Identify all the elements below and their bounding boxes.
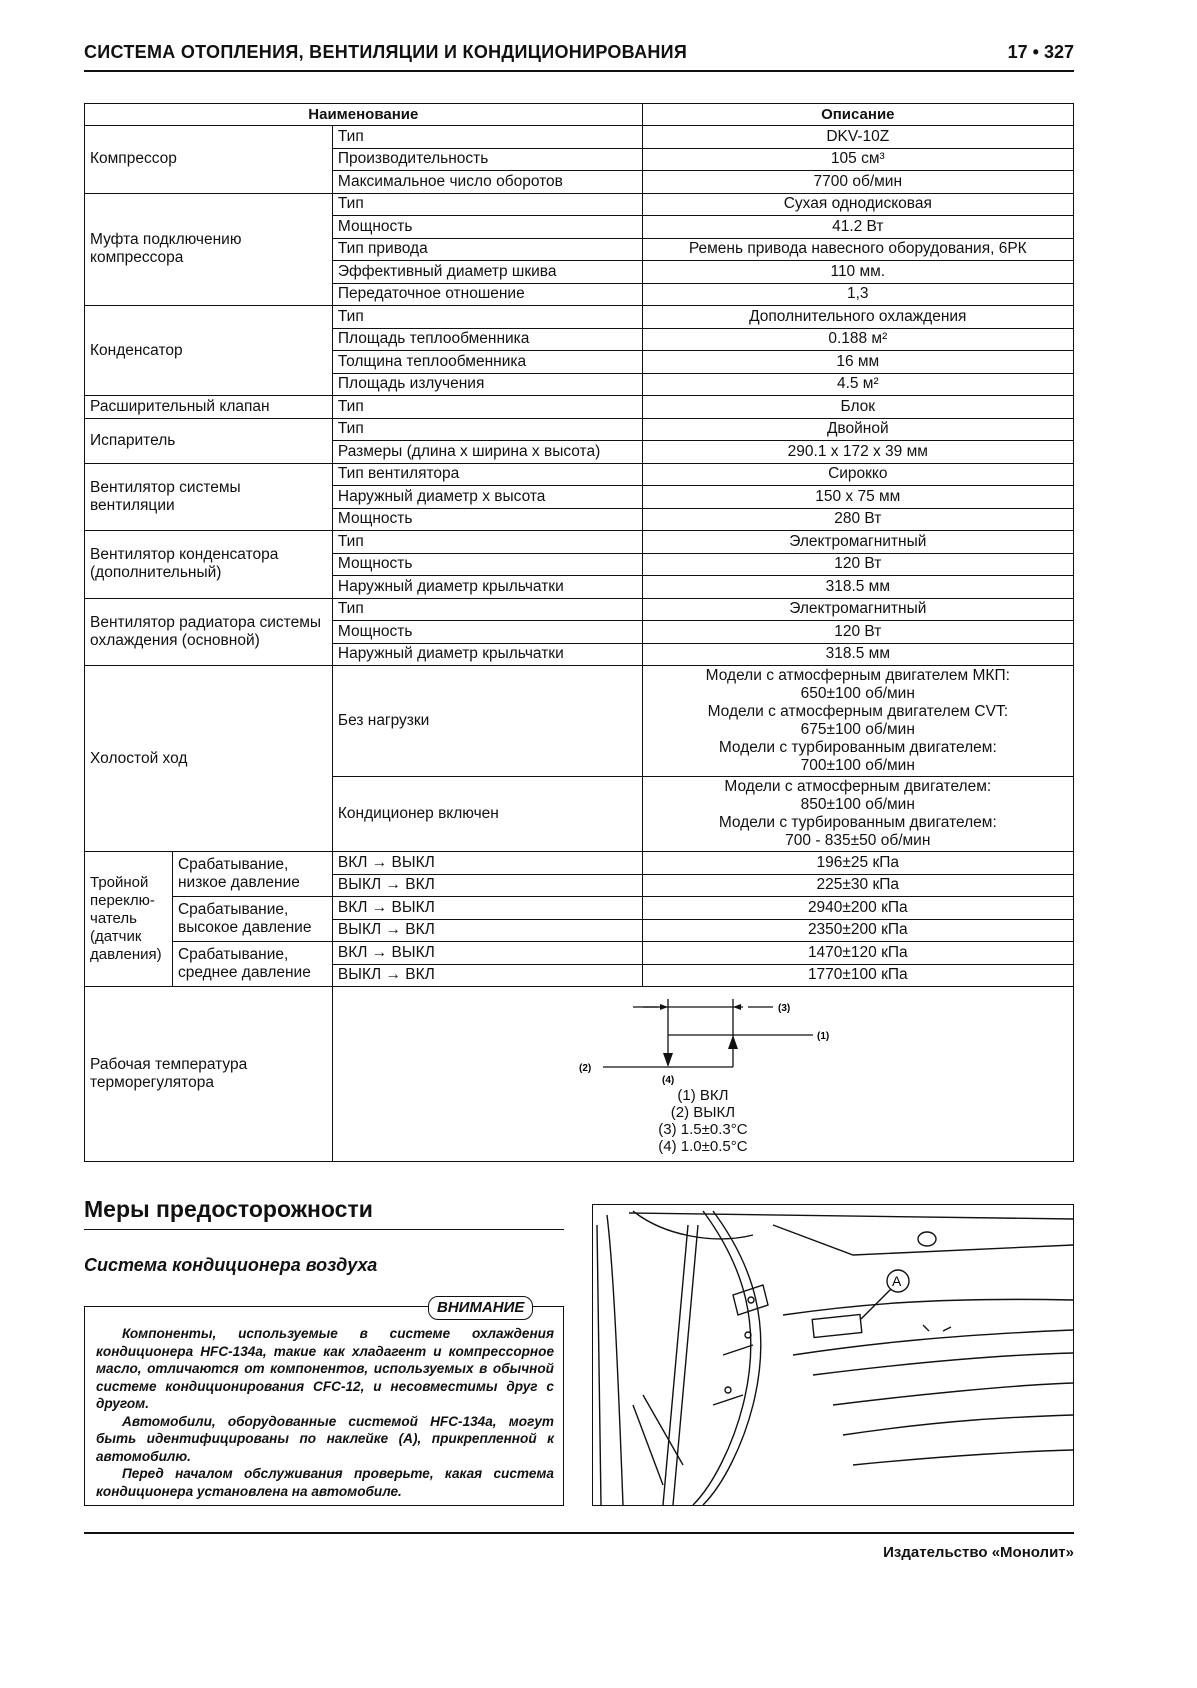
idle-noload-values <box>642 666 1073 777</box>
param: ВКЛ → ВЫКЛ <box>332 897 642 920</box>
value: Дополнительного охлаждения <box>642 306 1073 329</box>
param: Эффективный диаметр шкива <box>332 261 642 284</box>
param: Тип <box>332 396 642 419</box>
value: 16 мм <box>642 351 1073 374</box>
param: Мощность <box>332 216 642 239</box>
value: 225±30 кПа <box>642 874 1073 897</box>
hood-sticker-drawing <box>593 1205 1074 1506</box>
publisher: Издательство «Монолит» <box>883 1544 1074 1561</box>
param: Максимальное число оборотов <box>332 171 642 194</box>
group-name: Вентилятор системы вентиляции <box>85 463 333 531</box>
group-name: Конденсатор <box>85 306 333 396</box>
group-name: Испаритель <box>85 418 333 463</box>
value: 290.1 х 172 х 39 мм <box>642 441 1073 464</box>
warning-label: ВНИМАНИЕ <box>428 1296 533 1320</box>
value: 4.5 м² <box>642 373 1073 396</box>
value: 318.5 мм <box>642 643 1073 666</box>
value: Сирокко <box>642 463 1073 486</box>
diagram-label-2: (2) <box>578 1063 592 1074</box>
value: 150 х 75 мм <box>642 486 1073 509</box>
chapter-title: СИСТЕМА ОТОПЛЕНИЯ, ВЕНТИЛЯЦИИ И КОНДИЦИОНИРОВАНИЯ <box>84 42 688 62</box>
param: Тип вентилятора <box>332 463 642 486</box>
value: Сухая однодисковая <box>642 193 1073 216</box>
thermostat-hysteresis-diagram <box>573 995 833 1087</box>
param: Кондиционер включен <box>332 777 642 852</box>
param: Мощность <box>332 621 642 644</box>
footer-rule <box>84 1532 1074 1534</box>
param: Тип <box>332 598 642 621</box>
group-name: Вентилятор конденсатора (дополнительный) <box>85 531 333 599</box>
value: Электромагнитный <box>642 531 1073 554</box>
value-line: Модели с атмосферным двигателем МКП: <box>705 667 1010 684</box>
value-line: 675±100 об/мин <box>800 721 915 738</box>
legend-line: (2) ВЫКЛ <box>670 1104 736 1121</box>
section-title: Меры предосторожности <box>84 1196 564 1230</box>
value: Электромагнитный <box>642 598 1073 621</box>
engine-bay-illustration <box>592 1204 1074 1506</box>
value: 120 Вт <box>642 553 1073 576</box>
col-header-name: Наименование <box>85 104 643 126</box>
param: Передаточное отношение <box>332 283 642 306</box>
value: 196±25 кПа <box>642 852 1073 875</box>
warning-text <box>96 1325 554 1500</box>
value-line: Модели с атмосферным двигателем CVT: <box>707 703 1008 720</box>
value: 41.2 Вт <box>642 216 1073 239</box>
value-line: 700±100 об/мин <box>800 757 915 774</box>
param: Площадь излучения <box>332 373 642 396</box>
value-line: 700 - 835±50 об/мин <box>785 832 931 849</box>
value: 1770±100 кПа <box>642 964 1073 987</box>
value: Блок <box>642 396 1073 419</box>
subsection-title: Система кондиционера воздуха <box>84 1255 378 1275</box>
value: DKV-10Z <box>642 126 1073 149</box>
value: 1470±120 кПа <box>642 942 1073 965</box>
thermostat-diagram-cell <box>332 987 1073 1162</box>
param: Тип <box>332 531 642 554</box>
spec-table <box>84 103 1074 1162</box>
param: Мощность <box>332 508 642 531</box>
legend-line: (3) 1.5±0.3°С <box>658 1121 748 1138</box>
value: Двойной <box>642 418 1073 441</box>
param: ВКЛ → ВЫКЛ <box>332 942 642 965</box>
param: Толщина теплообменника <box>332 351 642 374</box>
value: 120 Вт <box>642 621 1073 644</box>
param: Наружный диаметр крыльчатки <box>332 643 642 666</box>
param: Мощность <box>332 553 642 576</box>
value: 280 Вт <box>642 508 1073 531</box>
diagram-label-1: (1) <box>816 1031 830 1042</box>
warning-paragraph: Компоненты, используемые в системе охлаждения кондиционера HFC-134a, такие как хладагент и компрессорное масло, отличаются от компонентов, используемых в обычной системе кондиционирования CFC-12, и несовместимы друг с другом. <box>96 1326 554 1411</box>
col-header-desc: Описание <box>642 104 1073 126</box>
param: Тип <box>332 418 642 441</box>
group-name: Рабочая температура терморегулятора <box>85 987 333 1162</box>
param: Наружный диаметр х высота <box>332 486 642 509</box>
param: Тип <box>332 306 642 329</box>
value: 7700 об/мин <box>642 171 1073 194</box>
idle-ac-values <box>642 777 1073 852</box>
group-name: Вентилятор радиатора системы охлаждения (основной) <box>85 598 333 666</box>
param: ВКЛ → ВЫКЛ <box>332 852 642 875</box>
value: 105 см³ <box>642 148 1073 171</box>
param: Тип привода <box>332 238 642 261</box>
group-name: Расширительный клапан <box>85 396 333 419</box>
param: Производительность <box>332 148 642 171</box>
diagram-label-4: (4) <box>661 1075 675 1086</box>
value-line: Модели с турбированным двигателем: <box>718 814 997 831</box>
sticker-callout-letter: A <box>892 1273 902 1289</box>
group-name: Холостой ход <box>85 666 333 852</box>
param: Наружный диаметр крыльчатки <box>332 576 642 599</box>
value: Ремень привода навесного оборудования, 6РК <box>642 238 1073 261</box>
param: Размеры (длина х ширина х высота) <box>332 441 642 464</box>
param: Тип <box>332 193 642 216</box>
param: ВЫКЛ → ВКЛ <box>332 874 642 897</box>
group-name: Тройной переклю-чатель (датчик давления) <box>85 852 173 987</box>
param: Тип <box>332 126 642 149</box>
value: 2350±200 кПа <box>642 919 1073 942</box>
value: 318.5 мм <box>642 576 1073 599</box>
legend-line: (1) ВКЛ <box>677 1087 729 1104</box>
value: 0.188 м² <box>642 328 1073 351</box>
diagram-legend <box>333 1087 1073 1155</box>
subgroup-name: Срабатывание, высокое давление <box>172 897 332 942</box>
warning-paragraph: Автомобили, оборудованные системой HFC-134a, могут быть идентифицированы по наклейке (А), прикрепленной к автомобилю. <box>96 1413 554 1464</box>
subgroup-name: Срабатывание, среднее давление <box>172 942 332 987</box>
value: 2940±200 кПа <box>642 897 1073 920</box>
page-header <box>84 40 1074 72</box>
value-line: 650±100 об/мин <box>800 685 915 702</box>
subgroup-name: Срабатывание, низкое давление <box>172 852 332 897</box>
page-number: 17 • 327 <box>1007 42 1074 62</box>
param: ВЫКЛ → ВКЛ <box>332 919 642 942</box>
value: 1,3 <box>642 283 1073 306</box>
legend-line: (4) 1.0±0.5°С <box>658 1138 748 1155</box>
param: Площадь теплообменника <box>332 328 642 351</box>
value: 110 мм. <box>642 261 1073 284</box>
value-line: 850±100 об/мин <box>800 796 915 813</box>
param: Без нагрузки <box>332 666 642 777</box>
value-line: Модели с турбированным двигателем: <box>718 739 997 756</box>
diagram-label-3: (3) <box>777 1003 791 1014</box>
param: ВЫКЛ → ВКЛ <box>332 964 642 987</box>
group-name: Муфта подключению компрессора <box>85 193 333 306</box>
warning-paragraph: Перед началом обслуживания проверьте, какая система кондиционера установлена на автомобиле. <box>96 1466 554 1499</box>
value-line: Модели с атмосферным двигателем: <box>724 778 992 795</box>
group-name: Компрессор <box>85 126 333 194</box>
